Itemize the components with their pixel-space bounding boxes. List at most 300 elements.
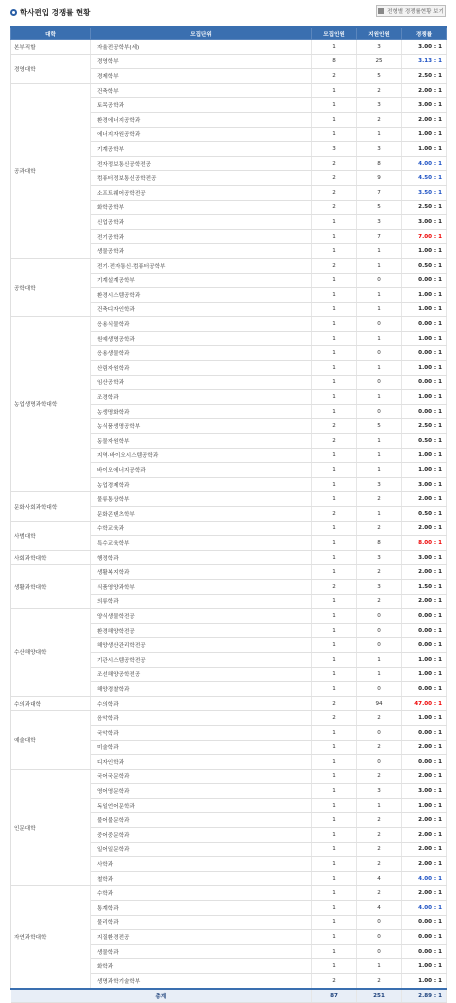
unit-cell: 자율전공학부(세) <box>91 40 312 55</box>
applicants-cell: 3 <box>357 550 402 565</box>
quota-cell: 1 <box>312 901 357 916</box>
unit-cell: 문화콘텐츠학부 <box>91 507 312 522</box>
applicants-cell: 2 <box>357 828 402 843</box>
ratio-cell: 3.00 : 1 <box>402 40 447 55</box>
applicants-cell: 1 <box>357 258 402 273</box>
college-cell: 예술대학 <box>11 711 91 769</box>
table-row <box>11 609 447 624</box>
unit-cell: 수학교육과 <box>91 521 312 536</box>
ratio-cell: 2.00 : 1 <box>402 565 447 580</box>
unit-cell: 생물공학과 <box>91 244 312 259</box>
ratio-cell: 1.00 : 1 <box>402 652 447 667</box>
applicants-cell: 2 <box>357 492 402 507</box>
document-icon <box>378 8 384 14</box>
quota-cell: 1 <box>312 346 357 361</box>
ratio-cell: 1.00 : 1 <box>402 463 447 478</box>
quota-cell: 1 <box>312 536 357 551</box>
ratio-cell: 0.00 : 1 <box>402 346 447 361</box>
ratio-cell: 2.50 : 1 <box>402 69 447 84</box>
applicants-cell: 2 <box>357 769 402 784</box>
ratio-cell: 0.00 : 1 <box>402 755 447 770</box>
quota-cell: 1 <box>312 317 357 332</box>
unit-cell: 일어일문학과 <box>91 842 312 857</box>
page-header <box>0 0 456 26</box>
applicants-cell: 2 <box>357 974 402 989</box>
competition-table <box>10 26 447 1003</box>
applicants-cell: 3 <box>357 579 402 594</box>
unit-cell: 기관시스템공학전공 <box>91 652 312 667</box>
unit-cell: 농생명화학과 <box>91 404 312 419</box>
unit-cell: 독일언어문학과 <box>91 798 312 813</box>
ratio-cell: 1.50 : 1 <box>402 579 447 594</box>
table-row <box>11 521 447 536</box>
quota-cell: 1 <box>312 390 357 405</box>
unit-cell: 경제학부 <box>91 69 312 84</box>
quota-cell: 2 <box>312 156 357 171</box>
unit-cell: 건축디자인학과 <box>91 302 312 317</box>
applicants-cell: 0 <box>357 944 402 959</box>
applicants-cell: 1 <box>357 331 402 346</box>
quota-cell: 2 <box>312 258 357 273</box>
view-by-type-label: 전형별 경쟁률현황 보기 <box>387 9 444 15</box>
unit-cell: 음악학과 <box>91 711 312 726</box>
table-header-row <box>11 27 447 40</box>
ratio-cell: 3.00 : 1 <box>402 784 447 799</box>
unit-cell: 환경시스템공학과 <box>91 288 312 303</box>
quota-cell: 1 <box>312 813 357 828</box>
unit-cell: 전자정보통신공학전공 <box>91 156 312 171</box>
ratio-cell: 0.50 : 1 <box>402 434 447 449</box>
unit-cell: 신업공학과 <box>91 215 312 230</box>
applicants-cell: 2 <box>357 813 402 828</box>
college-cell: 공과대학 <box>11 83 91 258</box>
quota-cell: 3 <box>312 142 357 157</box>
college-cell: 생활과학대학 <box>11 565 91 609</box>
table-row <box>11 492 447 507</box>
unit-cell: 행정학과 <box>91 550 312 565</box>
table-row <box>11 550 447 565</box>
quota-cell: 1 <box>312 83 357 98</box>
applicants-cell: 2 <box>357 842 402 857</box>
quota-cell: 2 <box>312 200 357 215</box>
quota-cell: 1 <box>312 98 357 113</box>
unit-cell: 해양경찰학과 <box>91 682 312 697</box>
applicants-cell: 0 <box>357 317 402 332</box>
ratio-cell: 1.00 : 1 <box>402 142 447 157</box>
college-cell: 문화사회과학대학 <box>11 492 91 521</box>
unit-cell: 소프트웨어공학전공 <box>91 185 312 200</box>
unit-cell: 생물학과 <box>91 944 312 959</box>
applicants-cell: 5 <box>357 419 402 434</box>
table-row <box>11 54 447 69</box>
quota-cell: 2 <box>312 185 357 200</box>
quota-cell: 1 <box>312 755 357 770</box>
quota-cell: 1 <box>312 725 357 740</box>
applicants-cell: 8 <box>357 536 402 551</box>
quota-cell: 1 <box>312 40 357 55</box>
college-cell: 경영대학 <box>11 54 91 83</box>
applicants-cell: 1 <box>357 244 402 259</box>
ratio-cell: 1.00 : 1 <box>402 127 447 142</box>
ratio-cell: 1.00 : 1 <box>402 959 447 974</box>
quota-cell: 1 <box>312 623 357 638</box>
quota-cell: 1 <box>312 609 357 624</box>
ratio-cell: 1.00 : 1 <box>402 331 447 346</box>
quota-cell: 1 <box>312 448 357 463</box>
quota-cell: 1 <box>312 229 357 244</box>
unit-cell: 산림자원학과 <box>91 361 312 376</box>
unit-cell: 물류통상학부 <box>91 492 312 507</box>
applicants-cell: 3 <box>357 215 402 230</box>
ratio-cell: 2.00 : 1 <box>402 492 447 507</box>
applicants-cell: 0 <box>357 375 402 390</box>
applicants-cell: 1 <box>357 127 402 142</box>
page-title-text: 학사편입 경쟁률 현황 <box>20 8 91 17</box>
applicants-cell: 0 <box>357 404 402 419</box>
quota-cell: 2 <box>312 579 357 594</box>
ratio-cell: 2.00 : 1 <box>402 769 447 784</box>
unit-cell: 건축학부 <box>91 83 312 98</box>
total-ratio-cell: 2.89 : 1 <box>402 989 447 1003</box>
applicants-cell: 3 <box>357 98 402 113</box>
unit-cell: 기계설계공학부 <box>91 273 312 288</box>
unit-cell: 의류학과 <box>91 594 312 609</box>
applicants-cell: 1 <box>357 507 402 522</box>
applicants-cell: 0 <box>357 682 402 697</box>
ratio-cell: 2.00 : 1 <box>402 521 447 536</box>
unit-cell: 조경학과 <box>91 390 312 405</box>
unit-cell: 해양생산관리학전공 <box>91 638 312 653</box>
quota-cell: 1 <box>312 375 357 390</box>
unit-cell: 원예생명공학과 <box>91 331 312 346</box>
applicants-cell: 1 <box>357 448 402 463</box>
quota-cell: 1 <box>312 930 357 945</box>
quota-cell: 1 <box>312 682 357 697</box>
ratio-cell: 2.50 : 1 <box>402 200 447 215</box>
unit-cell: 응용생물학과 <box>91 346 312 361</box>
quota-cell: 8 <box>312 54 357 69</box>
applicants-cell: 0 <box>357 638 402 653</box>
ratio-cell: 1.00 : 1 <box>402 302 447 317</box>
ratio-cell: 0.50 : 1 <box>402 507 447 522</box>
unit-cell: 국악학과 <box>91 725 312 740</box>
ratio-cell: 8.00 : 1 <box>402 536 447 551</box>
ratio-cell: 47.00 : 1 <box>402 696 447 711</box>
ratio-cell: 3.00 : 1 <box>402 215 447 230</box>
ratio-cell: 0.00 : 1 <box>402 915 447 930</box>
ratio-cell: 1.00 : 1 <box>402 390 447 405</box>
ratio-cell: 3.00 : 1 <box>402 98 447 113</box>
ratio-cell: 4.00 : 1 <box>402 156 447 171</box>
quota-cell: 1 <box>312 667 357 682</box>
quota-cell: 2 <box>312 69 357 84</box>
applicants-cell: 3 <box>357 784 402 799</box>
applicants-cell: 94 <box>357 696 402 711</box>
quota-cell: 1 <box>312 784 357 799</box>
applicants-cell: 2 <box>357 565 402 580</box>
unit-cell: 조선해양공학전공 <box>91 667 312 682</box>
unit-cell: 바이오에너지공학과 <box>91 463 312 478</box>
quota-cell: 1 <box>312 302 357 317</box>
col-unit: 모집단위 <box>91 27 312 40</box>
applicants-cell: 5 <box>357 69 402 84</box>
page-title <box>10 7 90 18</box>
unit-cell: 철학과 <box>91 871 312 886</box>
ratio-cell: 2.00 : 1 <box>402 886 447 901</box>
quota-cell: 1 <box>312 652 357 667</box>
quota-cell: 1 <box>312 944 357 959</box>
unit-cell: 환경에너지공학과 <box>91 112 312 127</box>
ratio-cell: 1.00 : 1 <box>402 288 447 303</box>
ratio-cell: 2.50 : 1 <box>402 419 447 434</box>
applicants-cell: 1 <box>357 390 402 405</box>
ratio-cell: 0.00 : 1 <box>402 623 447 638</box>
col-ratio: 경쟁률 <box>402 27 447 40</box>
applicants-cell: 3 <box>357 477 402 492</box>
ratio-cell: 1.00 : 1 <box>402 667 447 682</box>
unit-cell: 컴퓨터정보통신공학전공 <box>91 171 312 186</box>
ratio-cell: 1.00 : 1 <box>402 974 447 989</box>
unit-cell: 영어영문학과 <box>91 784 312 799</box>
applicants-cell: 1 <box>357 959 402 974</box>
quota-cell: 1 <box>312 215 357 230</box>
quota-cell: 2 <box>312 507 357 522</box>
unit-cell: 화학공학부 <box>91 200 312 215</box>
applicants-cell: 3 <box>357 142 402 157</box>
applicants-cell: 2 <box>357 711 402 726</box>
quota-cell: 1 <box>312 404 357 419</box>
ratio-cell: 2.00 : 1 <box>402 828 447 843</box>
ratio-cell: 0.00 : 1 <box>402 404 447 419</box>
ratio-cell: 3.50 : 1 <box>402 185 447 200</box>
quota-cell: 1 <box>312 288 357 303</box>
unit-cell: 불어불문학과 <box>91 813 312 828</box>
unit-cell: 전기·전자통신·컴퓨터공학부 <box>91 258 312 273</box>
quota-cell: 1 <box>312 550 357 565</box>
unit-cell: 농식품생명공학부 <box>91 419 312 434</box>
quota-cell: 1 <box>312 521 357 536</box>
college-cell: 사범대학 <box>11 521 91 550</box>
applicants-cell: 9 <box>357 171 402 186</box>
applicants-cell: 1 <box>357 463 402 478</box>
applicants-cell: 1 <box>357 288 402 303</box>
applicants-cell: 0 <box>357 725 402 740</box>
total-row <box>11 989 447 1003</box>
applicants-cell: 2 <box>357 886 402 901</box>
applicants-cell: 0 <box>357 346 402 361</box>
college-cell: 공학대학 <box>11 258 91 316</box>
table-row <box>11 769 447 784</box>
col-college: 대학 <box>11 27 91 40</box>
applicants-cell: 3 <box>357 40 402 55</box>
unit-cell: 농업경제학과 <box>91 477 312 492</box>
applicants-cell: 2 <box>357 594 402 609</box>
quota-cell: 1 <box>312 477 357 492</box>
ratio-cell: 0.00 : 1 <box>402 375 447 390</box>
ratio-cell: 1.00 : 1 <box>402 361 447 376</box>
applicants-cell: 0 <box>357 273 402 288</box>
unit-cell: 동물자원학부 <box>91 434 312 449</box>
table-row <box>11 258 447 273</box>
applicants-cell: 0 <box>357 623 402 638</box>
table-row <box>11 317 447 332</box>
quota-cell: 1 <box>312 769 357 784</box>
ratio-cell: 2.00 : 1 <box>402 857 447 872</box>
quota-cell: 1 <box>312 112 357 127</box>
ratio-cell: 0.00 : 1 <box>402 609 447 624</box>
ratio-cell: 4.00 : 1 <box>402 901 447 916</box>
applicants-cell: 2 <box>357 857 402 872</box>
unit-cell: 임산공학과 <box>91 375 312 390</box>
col-quota: 모집인원 <box>312 27 357 40</box>
table-row <box>11 83 447 98</box>
table-row <box>11 696 447 711</box>
ratio-cell: 1.00 : 1 <box>402 711 447 726</box>
unit-cell: 특수교육학부 <box>91 536 312 551</box>
quota-cell: 1 <box>312 915 357 930</box>
table-row <box>11 711 447 726</box>
applicants-cell: 0 <box>357 915 402 930</box>
applicants-cell: 4 <box>357 871 402 886</box>
unit-cell: 에너지자원공학과 <box>91 127 312 142</box>
ratio-cell: 2.00 : 1 <box>402 594 447 609</box>
quota-cell: 1 <box>312 886 357 901</box>
ratio-cell: 2.00 : 1 <box>402 112 447 127</box>
quota-cell: 1 <box>312 331 357 346</box>
applicants-cell: 2 <box>357 521 402 536</box>
unit-cell: 통계학과 <box>91 901 312 916</box>
ratio-cell: 7.00 : 1 <box>402 229 447 244</box>
quota-cell: 1 <box>312 565 357 580</box>
unit-cell: 화학과 <box>91 959 312 974</box>
quota-cell: 1 <box>312 127 357 142</box>
applicants-cell: 1 <box>357 667 402 682</box>
table-row <box>11 40 447 55</box>
quota-cell: 2 <box>312 434 357 449</box>
ratio-cell: 0.00 : 1 <box>402 317 447 332</box>
unit-cell: 생활복지학과 <box>91 565 312 580</box>
quota-cell: 1 <box>312 361 357 376</box>
total-label-cell: 총계 <box>11 989 312 1003</box>
bullet-icon <box>10 9 17 16</box>
ratio-cell: 2.00 : 1 <box>402 813 447 828</box>
college-cell: 인문대학 <box>11 769 91 886</box>
ratio-cell: 0.00 : 1 <box>402 930 447 945</box>
college-cell: 농업생명과학대학 <box>11 317 91 492</box>
ratio-cell: 0.00 : 1 <box>402 725 447 740</box>
unit-cell: 식품영양과학부 <box>91 579 312 594</box>
unit-cell: 중어중문학과 <box>91 828 312 843</box>
col-applicants: 지원인원 <box>357 27 402 40</box>
applicants-cell: 7 <box>357 185 402 200</box>
ratio-cell: 2.00 : 1 <box>402 842 447 857</box>
applicants-cell: 4 <box>357 901 402 916</box>
ratio-cell: 0.00 : 1 <box>402 944 447 959</box>
ratio-cell: 0.00 : 1 <box>402 682 447 697</box>
ratio-cell: 2.00 : 1 <box>402 83 447 98</box>
unit-cell: 수학과 <box>91 886 312 901</box>
unit-cell: 전기공학과 <box>91 229 312 244</box>
quota-cell: 1 <box>312 959 357 974</box>
applicants-cell: 2 <box>357 112 402 127</box>
applicants-cell: 25 <box>357 54 402 69</box>
ratio-cell: 4.50 : 1 <box>402 171 447 186</box>
applicants-cell: 2 <box>357 740 402 755</box>
unit-cell: 물리학과 <box>91 915 312 930</box>
unit-cell: 수의학과 <box>91 696 312 711</box>
applicants-cell: 1 <box>357 302 402 317</box>
ratio-cell: 3.00 : 1 <box>402 550 447 565</box>
unit-cell: 미술학과 <box>91 740 312 755</box>
ratio-cell: 4.00 : 1 <box>402 871 447 886</box>
unit-cell: 지질환경전공 <box>91 930 312 945</box>
applicants-cell: 0 <box>357 755 402 770</box>
quota-cell: 1 <box>312 740 357 755</box>
college-cell: 본부직할 <box>11 40 91 55</box>
applicants-cell: 0 <box>357 930 402 945</box>
quota-cell: 1 <box>312 871 357 886</box>
unit-cell: 지역·바이오시스템공학과 <box>91 448 312 463</box>
quota-cell: 2 <box>312 171 357 186</box>
unit-cell: 양식생물학전공 <box>91 609 312 624</box>
unit-cell: 국어국문학과 <box>91 769 312 784</box>
ratio-cell: 2.00 : 1 <box>402 740 447 755</box>
quota-cell: 2 <box>312 711 357 726</box>
college-cell: 수의과대학 <box>11 696 91 711</box>
quota-cell: 1 <box>312 798 357 813</box>
total-applicants-cell: 251 <box>357 989 402 1003</box>
quota-cell: 1 <box>312 594 357 609</box>
unit-cell: 환경해양학전공 <box>91 623 312 638</box>
ratio-cell: 1.00 : 1 <box>402 448 447 463</box>
ratio-cell: 1.00 : 1 <box>402 244 447 259</box>
unit-cell: 응용식물학과 <box>91 317 312 332</box>
quota-cell: 1 <box>312 244 357 259</box>
unit-cell: 경영학부 <box>91 54 312 69</box>
quota-cell: 1 <box>312 492 357 507</box>
applicants-cell: 1 <box>357 434 402 449</box>
quota-cell: 2 <box>312 419 357 434</box>
quota-cell: 1 <box>312 828 357 843</box>
total-quota-cell: 87 <box>312 989 357 1003</box>
applicants-cell: 1 <box>357 798 402 813</box>
applicants-cell: 5 <box>357 200 402 215</box>
unit-cell: 사학과 <box>91 857 312 872</box>
applicants-cell: 0 <box>357 609 402 624</box>
ratio-cell: 0.50 : 1 <box>402 258 447 273</box>
applicants-cell: 1 <box>357 652 402 667</box>
college-cell: 자연과학대학 <box>11 886 91 989</box>
applicants-cell: 8 <box>357 156 402 171</box>
ratio-cell: 3.00 : 1 <box>402 477 447 492</box>
unit-cell: 생명과학기술학부 <box>91 974 312 989</box>
applicants-cell: 7 <box>357 229 402 244</box>
quota-cell: 2 <box>312 696 357 711</box>
applicants-cell: 1 <box>357 361 402 376</box>
quota-cell: 1 <box>312 463 357 478</box>
ratio-cell: 0.00 : 1 <box>402 273 447 288</box>
quota-cell: 1 <box>312 638 357 653</box>
table-row <box>11 886 447 901</box>
ratio-cell: 1.00 : 1 <box>402 798 447 813</box>
quota-cell: 1 <box>312 842 357 857</box>
view-by-type-button[interactable] <box>376 5 446 17</box>
quota-cell: 2 <box>312 974 357 989</box>
college-cell: 수산해양대학 <box>11 609 91 697</box>
table-row <box>11 565 447 580</box>
ratio-cell: 3.13 : 1 <box>402 54 447 69</box>
ratio-cell: 0.00 : 1 <box>402 638 447 653</box>
